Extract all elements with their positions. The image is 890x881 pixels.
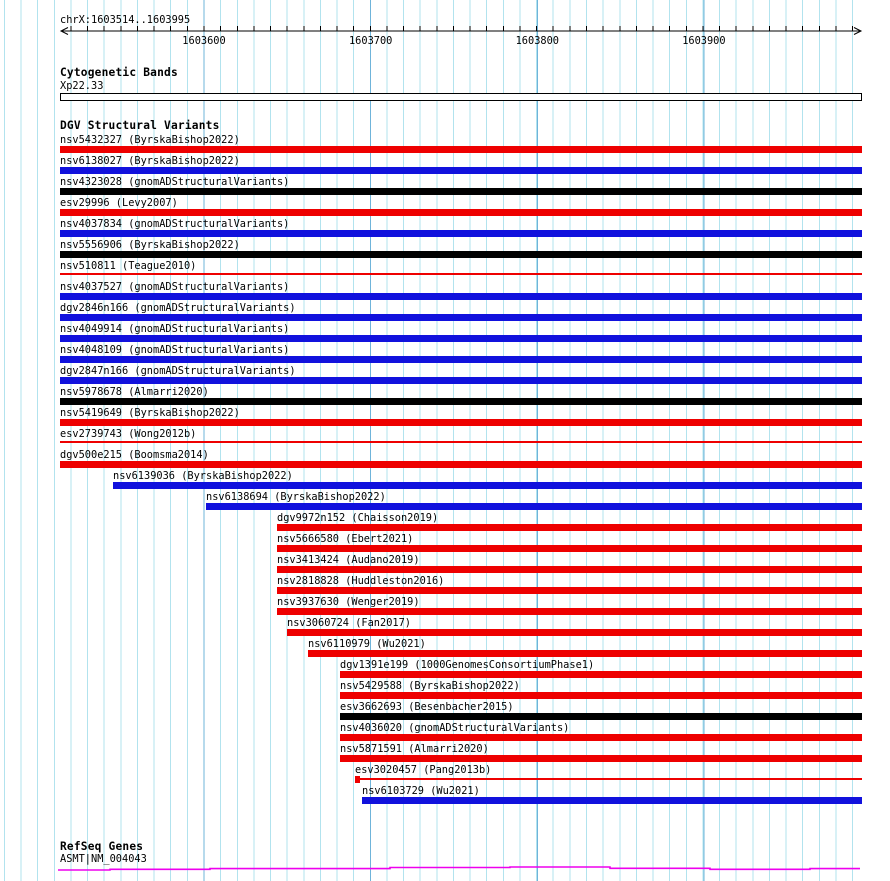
variant-bar[interactable]: [360, 778, 862, 780]
ruler-tick-label: 1603700: [348, 35, 393, 47]
variant-label[interactable]: nsv4037834 (gnomADStructuralVariants): [60, 218, 290, 230]
dgv-header: DGV Structural Variants: [60, 119, 220, 132]
variant-bar[interactable]: [60, 209, 862, 216]
variant-label[interactable]: dgv2846n166 (gnomADStructuralVariants): [60, 302, 296, 314]
variant-bar[interactable]: [308, 650, 862, 657]
variant-bar[interactable]: [60, 251, 862, 258]
variant-bar[interactable]: [60, 167, 862, 174]
variant-bar[interactable]: [277, 566, 862, 573]
variant-bar[interactable]: [340, 671, 862, 678]
variant-bar[interactable]: [287, 629, 862, 636]
variant-label[interactable]: nsv3937630 (Wenger2019): [277, 596, 420, 608]
variant-bar[interactable]: [60, 314, 862, 321]
variant-label[interactable]: esv3020457 (Pang2013b): [355, 764, 492, 776]
variant-bar[interactable]: [113, 482, 862, 489]
variant-label[interactable]: nsv2818828 (Huddleston2016): [277, 575, 445, 587]
variant-label[interactable]: nsv4048109 (gnomADStructuralVariants): [60, 344, 290, 356]
ruler-tick-label: 1603900: [682, 35, 726, 47]
variant-bar[interactable]: [60, 398, 862, 405]
variant-label[interactable]: nsv6138027 (ByrskaBishop2022): [60, 155, 240, 167]
variant-label[interactable]: esv3662693 (Besenbacher2015): [340, 701, 514, 713]
variant-label[interactable]: nsv5432327 (ByrskaBishop2022): [60, 134, 240, 146]
variant-bar[interactable]: [340, 755, 862, 762]
variant-label[interactable]: nsv4036020 (gnomADStructuralVariants): [340, 722, 570, 734]
variant-label[interactable]: esv2739743 (Wong2012b): [60, 428, 197, 440]
variant-bar[interactable]: [277, 545, 862, 552]
variant-bar[interactable]: [60, 273, 862, 275]
ruler-tick-label: 1603600: [182, 35, 226, 47]
variant-label[interactable]: nsv5666580 (Ebert2021): [277, 533, 414, 545]
variant-label[interactable]: nsv5429588 (ByrskaBishop2022): [340, 680, 520, 692]
variant-bar[interactable]: [60, 335, 862, 342]
variant-label[interactable]: nsv4323028 (gnomADStructuralVariants): [60, 176, 290, 188]
variant-bar[interactable]: [340, 734, 862, 741]
variant-bar[interactable]: [60, 356, 862, 363]
variant-label[interactable]: dgv2847n166 (gnomADStructuralVariants): [60, 365, 296, 377]
cytogenetic-header: Cytogenetic Bands: [60, 66, 178, 79]
variant-label[interactable]: nsv4049914 (gnomADStructuralVariants): [60, 323, 290, 335]
variant-bar[interactable]: [277, 608, 862, 615]
variant-bar[interactable]: [340, 692, 862, 699]
variant-label[interactable]: nsv3413424 (Audano2019): [277, 554, 420, 566]
variant-bar[interactable]: [60, 441, 862, 443]
variant-bar[interactable]: [60, 293, 862, 300]
ruler-tick-label: 1603800: [515, 35, 559, 47]
variant-bar[interactable]: [60, 230, 862, 237]
variant-label[interactable]: nsv3060724 (Fan2017): [287, 617, 411, 629]
refseq-header: RefSeq Genes: [60, 840, 144, 853]
variant-label[interactable]: nsv510811 (Teague2010): [60, 260, 197, 272]
variant-label[interactable]: nsv5556906 (ByrskaBishop2022): [60, 239, 240, 251]
variant-label[interactable]: dgv500e215 (Boomsma2014): [60, 449, 209, 461]
variant-bar[interactable]: [60, 377, 862, 384]
variant-label[interactable]: nsv6138694 (ByrskaBishop2022): [206, 491, 386, 503]
variant-label[interactable]: nsv6103729 (Wu2021): [362, 785, 480, 797]
cytogenetic-band-box[interactable]: [60, 93, 862, 101]
refseq-gene-line[interactable]: [58, 867, 860, 870]
variant-label[interactable]: nsv4037527 (gnomADStructuralVariants): [60, 281, 290, 293]
variant-label[interactable]: nsv6139036 (ByrskaBishop2022): [113, 470, 293, 482]
variant-label[interactable]: nsv5978678 (Almarri2020): [60, 386, 209, 398]
variant-label[interactable]: esv29996 (Levy2007): [60, 197, 178, 209]
variant-label[interactable]: nsv5871591 (Almarri2020): [340, 743, 489, 755]
variant-bar[interactable]: [60, 419, 862, 426]
variant-bar[interactable]: [362, 797, 862, 804]
region-title: chrX:1603514..1603995: [60, 14, 191, 26]
variant-bar[interactable]: [60, 461, 862, 468]
variant-label[interactable]: dgv1391e199 (1000GenomesConsortiumPhase1): [340, 659, 595, 671]
variant-bar[interactable]: [60, 146, 862, 153]
variant-bar[interactable]: [206, 503, 862, 510]
variant-bar[interactable]: [277, 524, 862, 531]
variant-bar[interactable]: [60, 188, 862, 195]
variant-bar[interactable]: [340, 713, 862, 720]
variant-label[interactable]: nsv6110979 (Wu2021): [308, 638, 426, 650]
cytogenetic-band-label: Xp22.33: [60, 80, 104, 92]
variant-bar[interactable]: [277, 587, 862, 594]
refseq-gene-label[interactable]: ASMT|NM_004043: [60, 853, 147, 865]
variant-label[interactable]: dgv9972n152 (Chaisson2019): [277, 512, 439, 524]
variant-label[interactable]: nsv5419649 (ByrskaBishop2022): [60, 407, 240, 419]
